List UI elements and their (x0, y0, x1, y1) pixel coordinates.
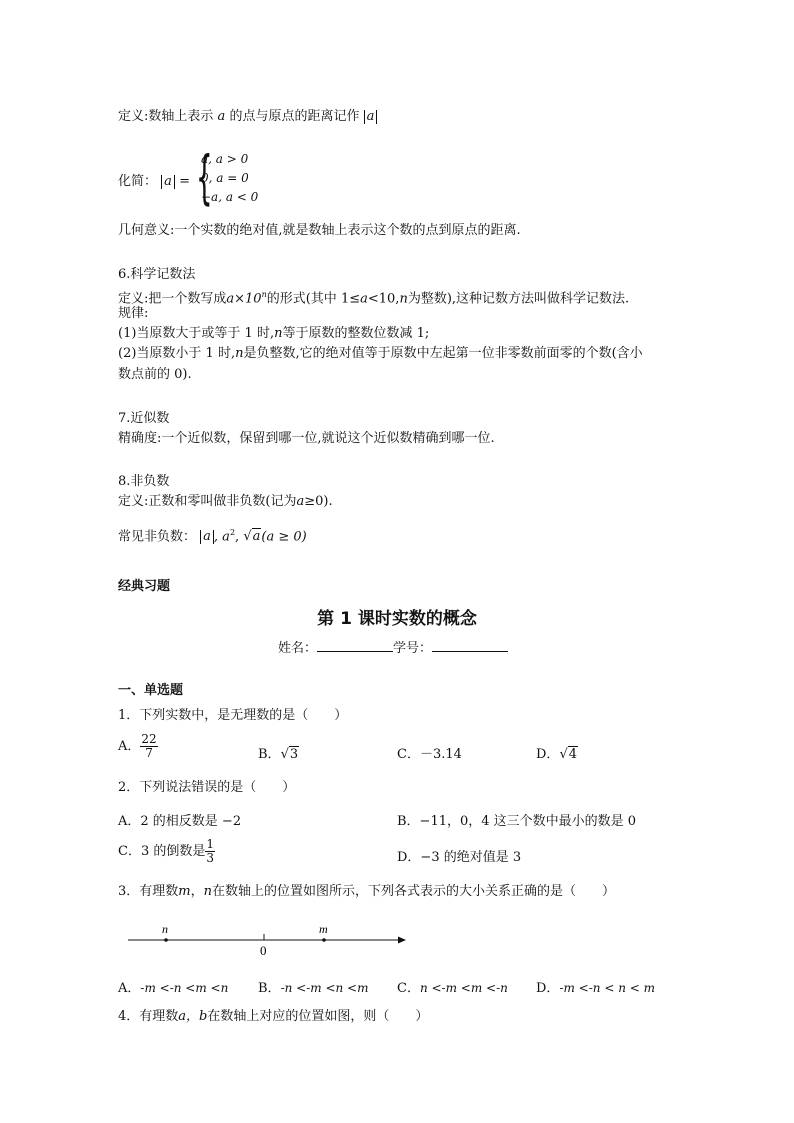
sqrt-icon: √a (243, 529, 261, 545)
q1-option-d (536, 743, 578, 762)
q1-option-b (258, 743, 299, 762)
question-4 (118, 1008, 428, 1026)
abs-symbol: a (364, 110, 378, 124)
case-negative: −a, a < 0 (201, 190, 259, 204)
q2-option-c (118, 838, 215, 865)
option-expr: -m <-n <m <n (140, 981, 229, 995)
radicand: 4 (568, 747, 578, 762)
q3-option-c (397, 977, 508, 996)
axis-label-n: n (162, 922, 168, 936)
classic-exercises-heading: 经典习题 (118, 579, 171, 594)
math-exp: 2 (229, 528, 236, 537)
text: 4．有理数 (118, 1009, 179, 1024)
question-3 (118, 883, 615, 901)
math-var: n (235, 346, 244, 361)
number-line (120, 918, 420, 964)
rule-1 (118, 325, 429, 343)
numerator: 1 (206, 837, 214, 851)
text: (1)当原数大于或等于 1 时, (118, 326, 275, 341)
text: 在数轴上对应的位置如图，则（ ） (207, 1009, 429, 1024)
text: 为整数),这种记数方法叫做科学记数法. (407, 291, 630, 307)
math-var: n (274, 326, 283, 341)
abs-symbol: a (200, 530, 214, 544)
text: 的形式(其中 1≤ (266, 291, 361, 307)
math-var: a (217, 109, 226, 124)
axis-label-zero: 0 (260, 943, 267, 958)
q3-option-d (536, 977, 655, 996)
text: 定义:把一个数写成 (118, 291, 227, 307)
q1-option-c: C．－3.14 (397, 747, 462, 762)
point-m (322, 938, 326, 942)
rule-label: 规律: (118, 306, 149, 321)
section-heading: 一、单选题 (118, 683, 184, 698)
text: 等于原数的整数位数减 1; (282, 326, 430, 341)
text: 常见非负数： (118, 529, 197, 545)
case-zero: 0, a = 0 (201, 171, 249, 185)
text: 定义:正数和零叫做非负数(记为 (118, 494, 297, 509)
math-expr: , a (213, 529, 230, 545)
s6-definition (118, 286, 629, 308)
name-blank[interactable] (317, 639, 393, 652)
q3-option-a (118, 977, 228, 996)
sqrt-icon: √3 (280, 747, 299, 762)
common-nonnegatives (118, 524, 307, 546)
abs-symbol: a (161, 175, 175, 189)
option-label: B． (258, 747, 281, 762)
text: <10, (367, 291, 400, 307)
section-8-title: 8.非负数 (118, 474, 170, 489)
geometric-meaning: 几何意义:一个实数的绝对值,就是数轴上表示这个数的点到原点的距离. (118, 223, 521, 238)
option-label: A． (118, 739, 141, 754)
option-label: D． (536, 747, 560, 762)
simplify-label: 化简： (118, 174, 158, 189)
equals-sign: = (179, 174, 190, 189)
id-label: 学号： (393, 641, 433, 656)
math-var: a，b (178, 1009, 208, 1024)
point-n (164, 938, 168, 942)
math-var: a (296, 494, 305, 509)
math-var: n (399, 291, 408, 307)
id-blank[interactable] (432, 639, 508, 652)
fraction (205, 838, 215, 865)
q3-option-b (258, 977, 369, 996)
section-7-definition: 精确度:一个近似数，保留到哪一位,就说这个近似数精确到哪一位. (118, 431, 495, 446)
text: 定义:数轴上表示 (118, 109, 214, 124)
q2-option-d: D．−3 的绝对值是 3 (397, 850, 522, 865)
section-6-title: 6.科学记数法 (118, 267, 196, 282)
text: , (235, 529, 240, 545)
math-var: m (178, 884, 191, 899)
math-var: a (360, 291, 368, 307)
option-label: A． (118, 981, 141, 996)
text: ≥0). (304, 494, 333, 509)
option-expr: n <-m <m <-n (419, 981, 508, 995)
option-expr: -n <-m <n <m (280, 981, 369, 995)
question-1: 1．下列实数中，是无理数的是（ ） (118, 708, 348, 723)
radicand: 3 (289, 747, 299, 762)
text: (2)当原数小于 1 时, (118, 346, 236, 361)
rule-2-continued: 数点前的 0). (118, 367, 192, 382)
q2-option-a: A．2 的相反数是 −2 (118, 814, 242, 829)
question-2: 2．下列说法错误的是（ ） (118, 780, 296, 795)
section-7-title: 7.近似数 (118, 411, 170, 426)
option-label: D． (536, 981, 560, 996)
radicand: a (252, 529, 261, 545)
denominator: 3 (206, 851, 214, 865)
rule-2 (118, 345, 643, 363)
axis-arrow-icon (398, 937, 406, 944)
math-expr: (a ≥ 0) (261, 529, 307, 545)
option-expr: -m <-n < n < m (559, 981, 655, 995)
text: 是负整数,它的绝对值等于原数中左起第一位非零数前面零的个数(含小 (243, 346, 643, 361)
text: ， (190, 884, 204, 899)
text: 在数轴上的位置如图所示，下列各式表示的大小关系正确的是（ ） (212, 884, 616, 899)
case-positive: a, a > 0 (201, 152, 249, 166)
denominator: 7 (145, 746, 153, 760)
option-label: B． (258, 981, 281, 996)
axis-label-m: m (319, 922, 328, 936)
q1-option-a (118, 733, 158, 760)
sqrt-icon: √4 (559, 747, 578, 762)
lesson-title: 第 1 课时实数的概念 (317, 609, 477, 629)
q2-option-b: B．−11，0，4 这三个数中最小的数是 0 (397, 814, 637, 829)
math-exp: n (261, 290, 267, 299)
math-expr: a×10 (226, 291, 262, 307)
text: C．3 的倒数是 (118, 844, 206, 859)
option-label: C． (397, 981, 420, 996)
math-var: n (203, 884, 212, 899)
text: 的点与原点的距离记作 (229, 109, 360, 124)
abs-definition (118, 108, 377, 126)
name-label: 姓名： (278, 641, 318, 656)
text: 3．有理数 (118, 884, 179, 899)
fraction (140, 733, 157, 760)
numerator: 22 (141, 732, 157, 746)
section-8-definition (118, 493, 333, 511)
name-id-row (278, 639, 508, 658)
brace-icon: { (196, 143, 213, 211)
